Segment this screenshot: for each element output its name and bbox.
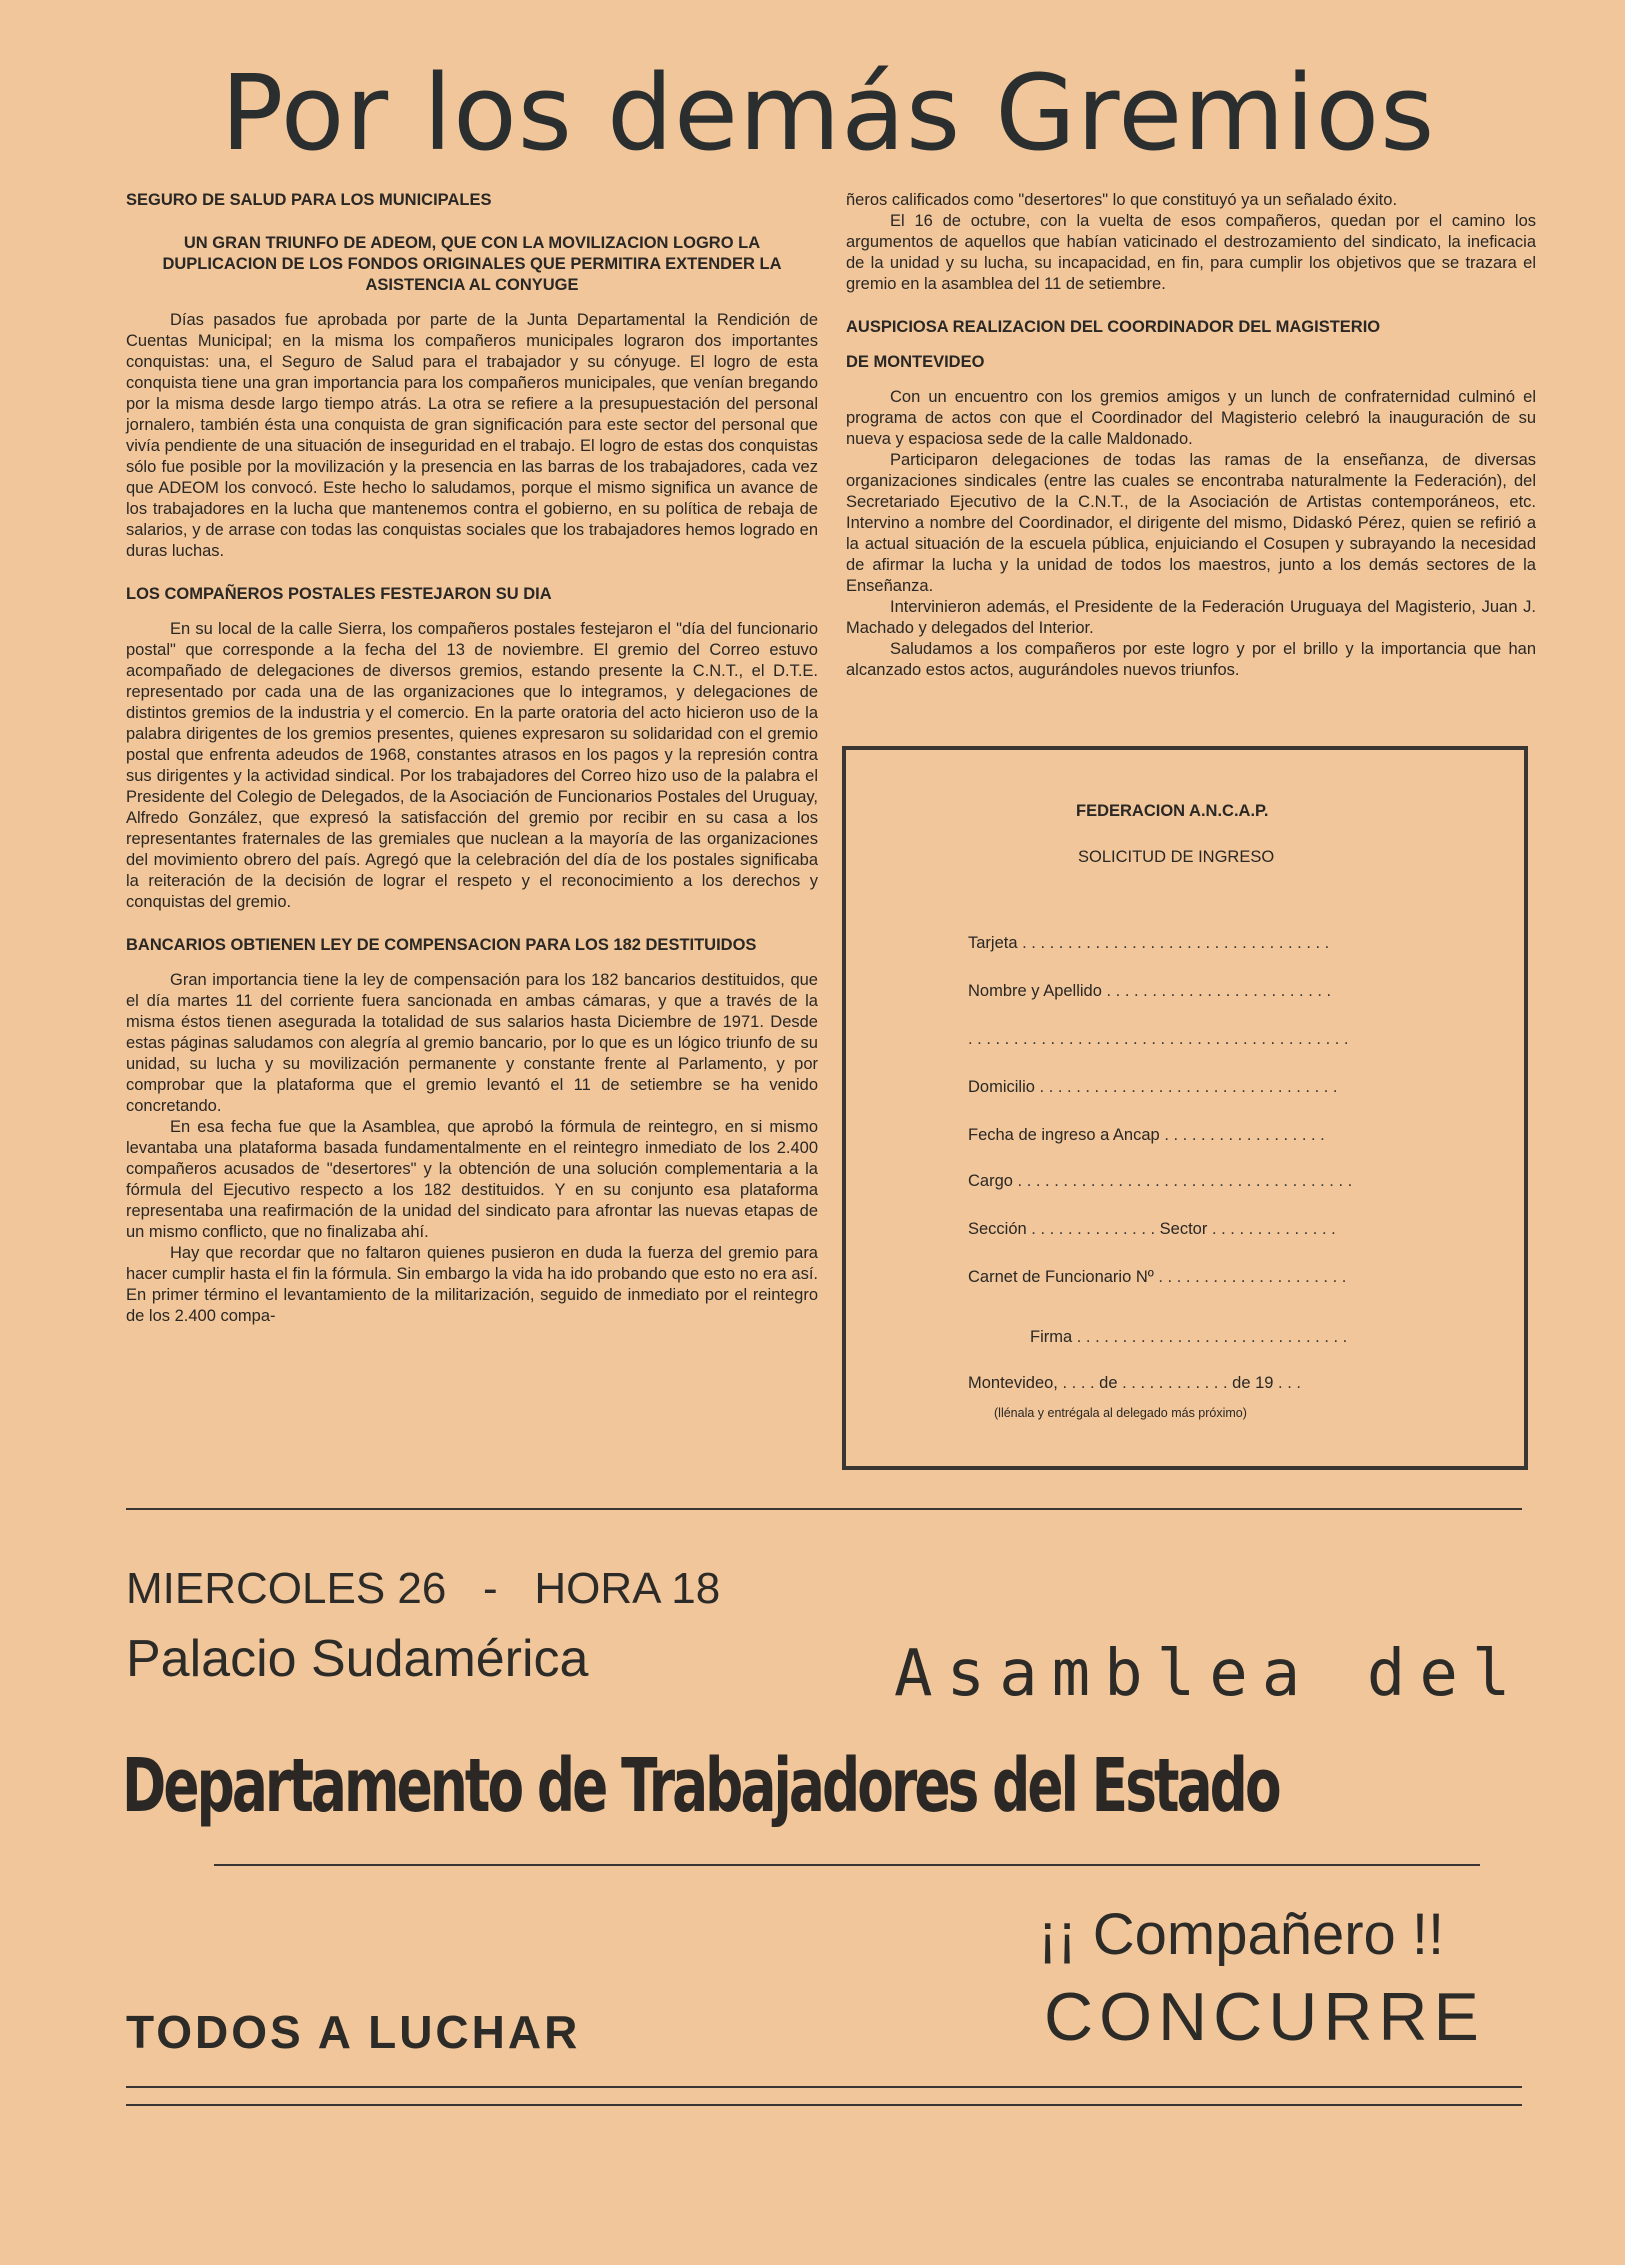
form-field-fecha-firma[interactable] [968, 1374, 1301, 1393]
divider [126, 2104, 1522, 2106]
section-title-magisterio: AUSPICIOSA REALIZACION DEL COORDINADOR DEL MAGISTERIO [846, 318, 1381, 336]
banner-venue: Palacio Sudamérica [126, 1630, 589, 1688]
paragraph: Días pasados fue aprobada por parte de la Junta Departamental la Rendición de Cuentas Municipal; en la misma los compañeros municipales lograron dos importantes conquistas: una, el Seguro de Salud para el trabajador y su cónyuge. El logro de esta conquista tiene una gran importancia para los compañeros municipales, que venían bregando por la misma desde largo tiempo atrás. La otra se refiere a la presupuestación del personal jornalero, también ésta una conquista de gran significación para este sector del personal que vivía pendiente de una situación de inseguridad en el trabajo. El logro de estas dos conquistas sólo fue posible por la movilización y la presencia en las barras de los trabajadores, cada vez que ADEOM los convocó. Este hecho lo saludamos, porque el mismo significa un avance de los trabajadores en la lucha que mantenemos contra el gobierno, en su política de rebaja de salarios, y de arrase con todas las conquistas sociales que los trabajadores hemos logrado en duras luchas. [126, 311, 818, 560]
form-field-nombre-line2[interactable] [968, 1030, 1349, 1049]
field-label: de [1099, 1374, 1118, 1392]
divider [214, 1864, 1480, 1866]
paragraph: Gran importancia tiene la ley de compensación para los 182 bancarios destituidos, que el día martes 11 del corriente fuera sancionada en ambas cámaras, y que a través de la misma éstos tienen asegurada la totalidad de sus salarios hasta Diciembre de 1971. Desde estas páginas saludamos con alegría al gremio bancario, por lo que es un lógico triunfo de su unidad, su lucha y su movilización permanente y constante frente al Parlamento, y por comprobar que la plataforma que el gremio levantó el 11 de setiembre se ha venido concretando. [126, 971, 818, 1115]
form-field-seccion[interactable] [968, 1220, 1336, 1239]
field-label: Montevideo, [968, 1374, 1058, 1392]
section-title-bancarios: BANCARIOS OBTIENEN LEY DE COMPENSACION PARA LOS 182 DESTITUIDOS [126, 936, 757, 954]
field-label: Sector [1159, 1220, 1208, 1238]
field-label: Domicilio [968, 1078, 1035, 1096]
section-subtitle-adeom: UN GRAN TRIUNFO DE ADEOM, QUE CON LA MOVILIZACION LOGRO LA DUPLICACION DE LOS FONDOS ORIGINALES QUE PERMITIRA EXTENDER LA ASISTENCIA AL CONYUGE [162, 234, 782, 294]
form-field-firma[interactable] [1030, 1328, 1347, 1347]
field-dots: . . . . [1062, 1374, 1100, 1392]
divider [126, 1508, 1522, 1510]
paragraph: Con un encuentro con los gremios amigos y un lunch de confraternidad culminó el programa de actos con que el Coordinador del Magisterio celebró la inauguración de su nueva y espaciosa sede de la calle Maldonado. [846, 388, 1536, 448]
field-label: Sección [968, 1220, 1027, 1238]
paragraph: El 16 de octubre, con la vuelta de esos compañeros, quedan por el camino los argumentos de aquellos que habían vaticinado el destrozamiento del sindicato, la ineficacia de la unidad y su lucha, su incapacidad, en fin, para cumplir los objetivos que se trazara el gremio en la asamblea del 11 de setiembre. [846, 212, 1536, 293]
form-field-carnet[interactable] [968, 1268, 1346, 1287]
form-field-fecha[interactable] [968, 1126, 1325, 1145]
paragraph: En esa fecha fue que la Asamblea, que aprobó la fórmula de reintegro, en si mismo levantaba una plataforma basada fundamentalmente en el reintegro inmediato de los 2.400 compañeros acusados de "desertores" y la obtención de una solución complementaria a la fórmula del Ejecutivo respecto a los 182 destituidos. Y en su conjunto esa plataforma representaba una reafirmación de la unidad del sindicato para afrontar las nuevas etapas de un mismo conflicto, que no finalizaba ahí. [126, 1118, 818, 1241]
form-title: SOLICITUD DE INGRESO [1078, 848, 1275, 866]
paragraph: Hay que recordar que no faltaron quienes pusieron en duda la fuerza del gremio para hacer cumplir hasta el fin la fórmula. Sin embargo la vida ha ido probando que esto no era así. En primer término el levantamiento de la militarización, seguido de inmediato por el reintegro de los 2.400 compa- [126, 1244, 818, 1325]
field-label: Cargo [968, 1172, 1013, 1190]
field-dots: . . . . . . . . . . . . . . . . . . . . . [1158, 1268, 1347, 1286]
field-dots: . . . . . . . . . . . . [1122, 1374, 1233, 1392]
field-dots: . . . . . . . . . . . . . . . . . . [1164, 1126, 1325, 1144]
form-org: FEDERACION A.N.C.A.P. [1076, 802, 1269, 820]
paragraph: Intervinieron además, el Presidente de la Federación Uruguaya del Magisterio, Juan J. Machado y delegados del Interior. [846, 598, 1536, 637]
banner-department: Departamento de Trabajadores del Estado [122, 1743, 1279, 1829]
banner-todos-a-luchar: TODOS A LUCHAR [126, 2006, 581, 2058]
page-title: Por los demás Gremios [220, 52, 1436, 174]
section-title-magisterio-line2: DE MONTEVIDEO [846, 353, 985, 371]
field-dots: . . . . . . . . . . . . . . . . . . . . . . . . . . . . . . [1076, 1328, 1348, 1346]
form-field-domicilio[interactable] [968, 1078, 1338, 1097]
field-dots: . . . . . . . . . . . . . . . . . . . . . . . . . . . . . . . . . [1039, 1078, 1338, 1096]
field-label: de 19 [1232, 1374, 1274, 1392]
banner-concurre: CONCURRE [1044, 1979, 1485, 2055]
form-field-nombre[interactable] [968, 982, 1331, 1001]
form-field-cargo[interactable] [968, 1172, 1352, 1191]
field-dots: . . . . . . . . . . . . . . . . . . . . . . . . . . . . . . . . . . [1022, 934, 1330, 952]
paragraph: Participaron delegaciones de todas las ramas de la enseñanza, de diversas organizaciones sindicales (entre las cuales se encontraba naturalmente la Federación), del Secretariado Ejecutivo de la C.N.T., de la Asociación de Artistas contemporáneos, etc. Intervino a nombre del Coordinador, el dirigente del mismo, Didaskó Pérez, quien se refirió a la actual situación de la escuela pública, enjuiciando el Cosupen y subrayando la necesidad de afirmar la lucha y la unidad de todos los maestros, junto a los demás sectores de la Enseñanza. [846, 451, 1536, 595]
field-dots: . . . . . . . . . . . . . . . . . . . . . . . . . . . . . . . . . . . . . [1017, 1172, 1353, 1190]
banner-date-time: MIERCOLES 26 - HORA 18 [126, 1564, 721, 1613]
field-dots: . . . [1278, 1374, 1301, 1392]
paragraph: ñeros calificados como "desertores" lo que constituyó ya un señalado éxito. [846, 191, 1398, 209]
section-title-postales: LOS COMPAÑEROS POSTALES FESTEJARON SU DIA [126, 585, 552, 603]
banner-asamblea: Asamblea del [894, 1637, 1525, 1711]
field-label: Fecha de ingreso a Ancap [968, 1126, 1160, 1144]
field-label: Firma [1030, 1328, 1073, 1346]
right-column [846, 190, 1536, 681]
form-field-tarjeta[interactable] [968, 934, 1329, 953]
paragraph: Saludamos a los compañeros por este logro y por el brillo y la importancia que han alcanzado estos actos, augurándoles nuevos triunfos. [846, 640, 1536, 679]
divider [126, 2086, 1522, 2088]
section-title-municipales: SEGURO DE SALUD PARA LOS MUNICIPALES [126, 191, 492, 209]
field-dots: . . . . . . . . . . . . . . . . . . . . . . . . . . . . . . . . . . . . . . . . . . [968, 1030, 1349, 1048]
form-note: (llénala y entrégala al delegado más próximo) [994, 1406, 1247, 1420]
field-dots: . . . . . . . . . . . . . . . . . . . . . . . . . [1106, 982, 1332, 1000]
field-dots: . . . . . . . . . . . . . . [1031, 1220, 1160, 1238]
membership-form [842, 746, 1528, 1470]
banner-companero: ¡¡ Compañero !! [1038, 1902, 1445, 1967]
field-label: Tarjeta [968, 934, 1018, 952]
field-label: Nombre y Apellido [968, 982, 1102, 1000]
left-column [126, 190, 818, 1327]
field-dots: . . . . . . . . . . . . . . [1211, 1220, 1336, 1238]
field-label: Carnet de Funcionario Nº [968, 1268, 1154, 1286]
paragraph: En su local de la calle Sierra, los compañeros postales festejaron el "día del funcionario postal" que corresponde a la fecha del 13 de noviembre. El gremio del Correo estuvo acompañado de delegaciones de diversos gremios, estando presente la C.N.T., el D.T.E. representado por cada una de las organizaciones que lo integramos, y delegaciones de distintos gremios de la industria y el comercio. En la parte oratoria del acto hicieron uso de la palabra dirigentes de los gremios presentes, quienes expresaron su solidaridad con el gremio postal que enfrenta adeudos de 1968, constantes atrasos en los pagos y la represión contra sus dirigentes y la actividad sindical. Por los trabajadores del Correo hizo uso de la palabra el Presidente del Colegio de Delegados, de la Asociación de Funcionarios Postales del Uruguay, Alfredo González, que expresó la satisfacción del gremio por recibir en su casa a los representantes fraternales de las gremiales que nuclean a la mayoría de las organizaciones del movimiento obrero del país. Agregó que la celebración del día de los postales significaba la reiteración de la decisión de lograr el respeto y el reconocimiento a los derechos y conquistas del gremio. [126, 620, 818, 911]
